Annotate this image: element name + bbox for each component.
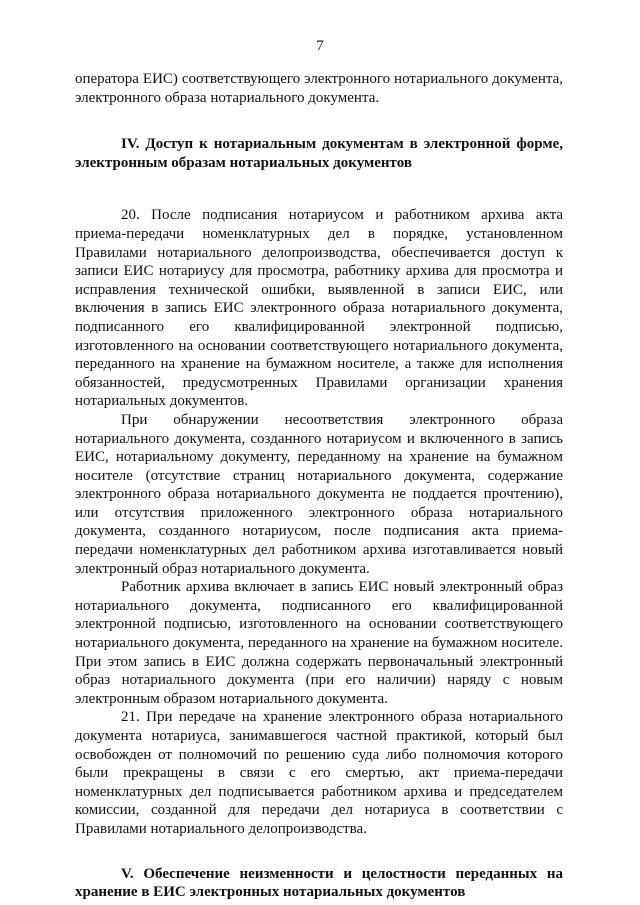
continuation-paragraph: оператора ЕИС) соответствующего электронного нотариального документа, электронного образа нотариального документа. — [75, 71, 563, 106]
paragraph-20-mismatch: При обнаружении несоответствия электронного образа нотариального документа, созданного нотариусом и включенного в запись ЕИС, нотариальному документу, переданному на хранение на бумажном носителе (отсутствие страниц нотариального документа, содержание электронного образа нотариального документа не поддается прочтению), или отсутствия приложенного электронного образа нотариального документа, созданного нотариусом, после подписания акта приема-передачи номенклатурных дел работником архива изготавливается новый электронный образ нотариального документа. — [75, 411, 563, 577]
section-heading-v: V. Обеспечение неизменности и целостности переданных на хранение в ЕИС электронных нотариальных документов — [75, 865, 563, 901]
paragraph-21: 21. При передаче на хранение электронного образа нотариального документа нотариуса, занимавшегося частной практикой, который был освобожден от полномочий по решению суда либо полномочия которого были прекращены в связи с его смертью, акт приема-передачи номенклатурных дел подписывается работником архива и председателем комиссии, созданной для передачи дел нотариуса в соответствии с Правилами нотариального делопроизводства. — [75, 709, 563, 837]
document-body — [75, 70, 563, 902]
paragraph-20-archive-worker: Работник архива включает в запись ЕИС новый электронный образ нотариального документа, подписанного его квалифицированной электронной подписью, изготовленного на основании соответствующего нотариального документа, переданного на хранение на бумажном носителе. При этом запись в ЕИС должна содержать первоначальный электронный образ нотариального документа (при его наличии) наряду с новым электронным образом нотариального документа. — [75, 579, 563, 707]
section-heading-iv: IV. Доступ к нотариальным документам в электронной форме, электронным образам нотариальных документов — [75, 136, 563, 171]
page-number: 7 — [316, 38, 324, 54]
paragraph-20: 20. После подписания нотариусом и работником архива акта приема-передачи номенклатурных дел в порядке, установленном Правилами нотариального делопроизводства, обеспечивается доступ к записи ЕИС нотариусу для просмотра, работнику архива для просмотра и исправления технической ошибки, выявленной в записи ЕИС, или включения в запись ЕИС электронного образа нотариального документа, подписанного его квалифицированной электронной подписью, изготовленного на основании соответствующего нотариального документа, переданного на хранение на бумажном носителе, а также для исполнения обязанностей, предусмотренных Правилами организации хранения нотариальных документов. — [75, 207, 563, 410]
